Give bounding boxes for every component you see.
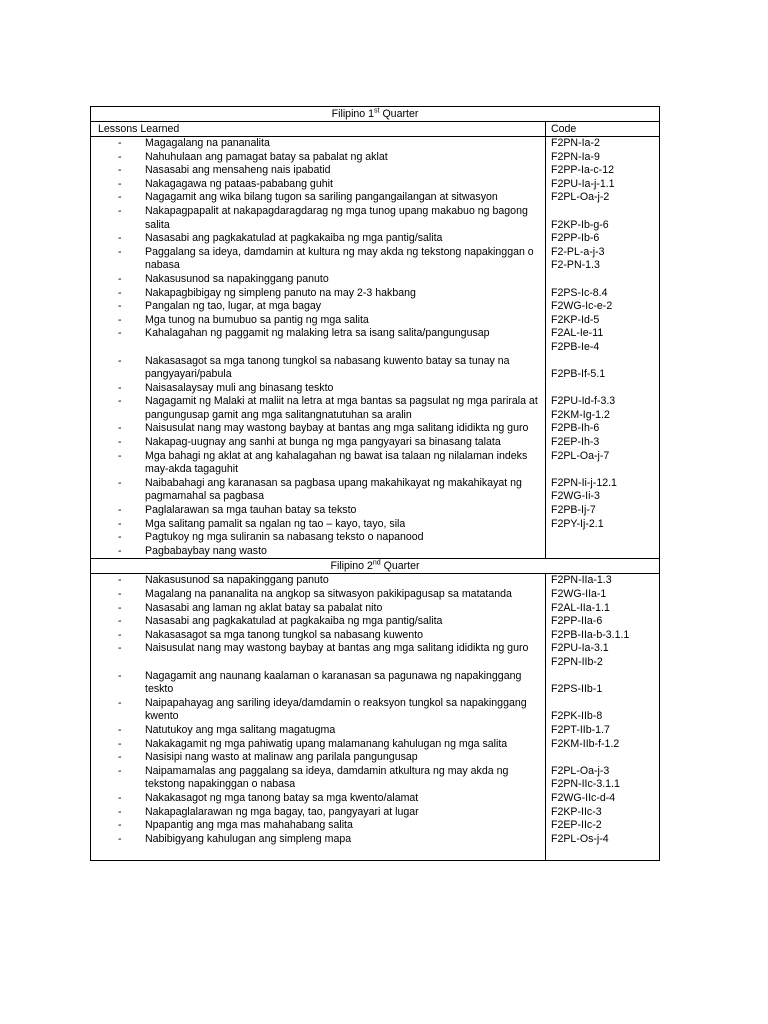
code-value: F2KM-Ig-1.2 bbox=[551, 408, 610, 421]
bullet-dash: - bbox=[118, 723, 122, 736]
code-cell bbox=[546, 670, 659, 697]
code-cell bbox=[546, 697, 659, 724]
code-value: F2PU-Id-f-3.3 bbox=[551, 395, 616, 408]
bullet-dash: - bbox=[118, 805, 122, 818]
code-value: F2PP-IIa-6 bbox=[551, 615, 603, 628]
lesson-text: Naisusulat nang may wastong baybay at bantas ang mga salitang ididikta ng guro bbox=[145, 422, 529, 435]
curriculum-table bbox=[90, 106, 660, 861]
lesson-text: Mga bahagi ng aklat at ang kahalagahan ng bawat isa talaan ng nilalaman indeks may-akda tagaguhit bbox=[145, 449, 528, 476]
table-row bbox=[91, 504, 659, 518]
code-value: F2WG-IIc-d-4 bbox=[551, 791, 616, 804]
bullet-dash: - bbox=[118, 327, 122, 340]
q1-title: Filipino 1st Quarter bbox=[91, 107, 659, 122]
bullet-dash: - bbox=[118, 436, 122, 449]
table-row bbox=[91, 765, 659, 792]
code-value: F2PB-Ih-6 bbox=[551, 422, 600, 435]
table-row bbox=[91, 436, 659, 450]
lesson-cell bbox=[91, 151, 546, 165]
lesson-cell bbox=[91, 246, 546, 273]
code-cell bbox=[546, 477, 659, 504]
bullet-dash: - bbox=[118, 300, 122, 313]
code-cell bbox=[546, 436, 659, 450]
bullet-dash: - bbox=[118, 642, 122, 655]
lesson-text: Mga tunog na bumubuo sa pantig ng mga salita bbox=[145, 313, 369, 326]
lesson-cell bbox=[91, 615, 546, 629]
table-row bbox=[91, 477, 659, 504]
lesson-cell bbox=[91, 300, 546, 314]
table-row bbox=[91, 615, 659, 629]
lesson-text: Nahuhulaan ang pamagat batay sa pabalat ng aklat bbox=[145, 150, 388, 163]
table-row bbox=[91, 191, 659, 205]
table-bottom-pad bbox=[91, 846, 659, 860]
bullet-dash: - bbox=[118, 204, 122, 217]
lesson-text: Natutukoy ang mga salitang magatugma bbox=[145, 723, 336, 736]
code-cell bbox=[546, 355, 659, 382]
code-value: F2PK-IIb-8 bbox=[551, 710, 603, 723]
bullet-dash: - bbox=[118, 313, 122, 326]
lesson-cell bbox=[91, 436, 546, 450]
lesson-text: Naisasalaysay muli ang binasang teskto bbox=[145, 381, 334, 394]
table-row bbox=[91, 300, 659, 314]
lesson-cell bbox=[91, 545, 546, 559]
table-row bbox=[91, 724, 659, 738]
lesson-text: Nasasabi ang pagkakatulad at pagkakaiba ng mga pantig/salita bbox=[145, 615, 443, 628]
code-cell bbox=[546, 422, 659, 436]
table-row bbox=[91, 792, 659, 806]
code-cell bbox=[546, 178, 659, 192]
lesson-cell bbox=[91, 504, 546, 518]
table-row bbox=[91, 697, 659, 724]
table-row bbox=[91, 642, 659, 669]
code-value: F2PL-Oa-j-2 bbox=[551, 191, 610, 204]
code-cell bbox=[546, 602, 659, 616]
lesson-cell bbox=[91, 382, 546, 396]
code-cell bbox=[546, 232, 659, 246]
bullet-dash: - bbox=[118, 449, 122, 462]
code-value: F2PB-Ie-4 bbox=[551, 340, 600, 353]
bullet-dash: - bbox=[118, 245, 122, 258]
table-row bbox=[91, 819, 659, 833]
lesson-cell bbox=[91, 792, 546, 806]
code-cell bbox=[546, 137, 659, 151]
code-value: F2PU-Ia-3.1 bbox=[551, 642, 609, 655]
q2-title: Filipino 2nd Quarter bbox=[91, 558, 659, 574]
bullet-dash: - bbox=[118, 517, 122, 530]
q2-rows bbox=[91, 574, 659, 846]
lesson-cell bbox=[91, 327, 546, 354]
table-row bbox=[91, 531, 659, 545]
code-cell bbox=[546, 738, 659, 752]
lesson-text: Nakasasagot sa mga tanong tungkol sa nabasang kuwento batay sa tunay na pangyayari/pabula bbox=[145, 354, 510, 381]
code-value: F2PL-Oa-j-3 bbox=[551, 764, 610, 777]
table-row bbox=[91, 246, 659, 273]
code-cell bbox=[546, 792, 659, 806]
lesson-cell bbox=[91, 806, 546, 820]
code-cell bbox=[546, 314, 659, 328]
lesson-cell bbox=[91, 137, 546, 151]
table-row bbox=[91, 833, 659, 847]
lesson-text: Nakakagamit ng mga pahiwatig upang malamanang kahulugan ng mga salita bbox=[145, 737, 508, 750]
bullet-dash: - bbox=[118, 819, 122, 832]
bullet-dash: - bbox=[118, 791, 122, 804]
table-row bbox=[91, 545, 659, 559]
bullet-dash: - bbox=[118, 150, 122, 163]
code-value: F2PB-IIa-b-3.1.1 bbox=[551, 628, 630, 641]
table-header bbox=[91, 122, 659, 137]
bullet-dash: - bbox=[118, 751, 122, 764]
lesson-text: Kahalagahan ng paggamit ng malaking letra sa isang salita/pangungusap bbox=[145, 327, 490, 340]
lesson-text: Nasisipi nang wasto at malinaw ang parilala pangungusap bbox=[145, 751, 418, 764]
code-value: F2PP-Ib-6 bbox=[551, 232, 600, 245]
table-row bbox=[91, 629, 659, 643]
code-cell bbox=[546, 246, 659, 273]
table-row bbox=[91, 164, 659, 178]
bullet-dash: - bbox=[118, 588, 122, 600]
code-value: F2PN-IIc-3.1.1 bbox=[551, 778, 620, 791]
lesson-text: Nasasabi ang pagkakatulad at pagkakaiba ng mga pantig/salita bbox=[145, 232, 443, 245]
bullet-dash: - bbox=[118, 232, 122, 245]
bullet-dash: - bbox=[118, 395, 122, 408]
code-value: F2WG-IIa-1 bbox=[551, 588, 607, 600]
table-row bbox=[91, 273, 659, 287]
code-cell bbox=[546, 205, 659, 232]
lessons-header: Lessons Learned bbox=[91, 122, 546, 136]
lesson-cell bbox=[91, 833, 546, 847]
bullet-dash: - bbox=[118, 601, 122, 614]
code-cell bbox=[546, 395, 659, 422]
code-value: F2PN-IIb-2 bbox=[551, 655, 603, 668]
lesson-cell bbox=[91, 205, 546, 232]
bullet-dash: - bbox=[118, 531, 122, 544]
code-header: Code bbox=[551, 123, 577, 135]
lesson-text: Naisusulat nang may wastong baybay at bantas ang mga salitang ididikta ng guro bbox=[145, 642, 529, 655]
code-cell bbox=[546, 518, 659, 532]
code-cell bbox=[546, 504, 659, 518]
code-cell bbox=[546, 545, 659, 559]
code-cell bbox=[546, 819, 659, 833]
lesson-cell bbox=[91, 232, 546, 246]
code-cell bbox=[546, 751, 659, 765]
code-cell bbox=[546, 300, 659, 314]
bullet-dash: - bbox=[118, 354, 122, 367]
lesson-text: Pagtukoy ng mga suliranin sa nabasang teksto o napanood bbox=[145, 531, 424, 544]
bullet-dash: - bbox=[118, 574, 122, 587]
code-cell bbox=[546, 724, 659, 738]
table-row bbox=[91, 602, 659, 616]
lesson-cell bbox=[91, 450, 546, 477]
lesson-cell bbox=[91, 738, 546, 752]
lesson-cell bbox=[91, 531, 546, 545]
q1-rows bbox=[91, 137, 659, 558]
code-value: F2AL-IIa-1.1 bbox=[551, 601, 610, 614]
table-row bbox=[91, 382, 659, 396]
lesson-cell bbox=[91, 518, 546, 532]
code-value: F2PN-Ia-2 bbox=[551, 137, 600, 149]
table-row bbox=[91, 327, 659, 354]
lesson-text: Nakasasagot sa mga tanong tungkol sa nabasang kuwento bbox=[145, 628, 423, 641]
code-cell bbox=[546, 833, 659, 847]
lesson-cell bbox=[91, 765, 546, 792]
code-value: F2KM-IIb-f-1.2 bbox=[551, 737, 620, 750]
table-row bbox=[91, 232, 659, 246]
bullet-dash: - bbox=[118, 272, 122, 285]
bullet-dash: - bbox=[118, 544, 122, 557]
table-row bbox=[91, 178, 659, 192]
code-value: F2PN-IIa-1.3 bbox=[551, 574, 612, 587]
lesson-text: Npapantig ang mga mas mahahabang salita bbox=[145, 819, 353, 832]
code-cell bbox=[546, 765, 659, 792]
code-cell bbox=[546, 287, 659, 301]
code-cell bbox=[546, 191, 659, 205]
code-cell bbox=[546, 327, 659, 354]
lesson-cell bbox=[91, 287, 546, 301]
code-cell bbox=[546, 151, 659, 165]
table-row bbox=[91, 751, 659, 765]
bullet-dash: - bbox=[118, 137, 122, 149]
lesson-text: Nagagamit ng Malaki at maliit na letra at mga bantas sa pagsulat ng mga parirala at pangungusap gamit ang mga salitangnatutuhan sa aralin bbox=[145, 395, 538, 421]
lesson-text: Nakapagpapalit at nakapagdaragdarag ng mga tunog upang makabuo ng bagong salita bbox=[145, 204, 528, 231]
table-row bbox=[91, 738, 659, 752]
lesson-text: Magagalang na pananalita bbox=[145, 137, 270, 149]
code-value: F2PT-IIb-1.7 bbox=[551, 723, 610, 736]
lesson-text: Magalang na pananalita na angkop sa sitwasyon pakikipagusap sa matatanda bbox=[145, 588, 512, 600]
bullet-dash: - bbox=[118, 476, 122, 489]
code-cell bbox=[546, 382, 659, 396]
code-cell bbox=[546, 164, 659, 178]
lesson-text: Nakapaglalarawan ng mga bagay, tao, pangyayari at lugar bbox=[145, 805, 419, 818]
bullet-dash: - bbox=[118, 764, 122, 777]
code-value: F2PS-Ic-8.4 bbox=[551, 286, 608, 299]
table-row bbox=[91, 151, 659, 165]
code-value: F2PB-If-5.1 bbox=[551, 368, 606, 381]
lesson-cell bbox=[91, 670, 546, 697]
code-value: F2PP-Ia-c-12 bbox=[551, 164, 614, 177]
lesson-text: Naibabahagi ang karanasan sa pagbasa upang makahikayat ng makahikayat ng pagmamahal sa pagbasa bbox=[145, 476, 522, 503]
bullet-dash: - bbox=[118, 177, 122, 190]
table-row bbox=[91, 205, 659, 232]
table-row bbox=[91, 355, 659, 382]
table-row bbox=[91, 422, 659, 436]
lesson-cell bbox=[91, 574, 546, 588]
lesson-text: Pangalan ng tao, lugar, at mga bagay bbox=[145, 300, 322, 313]
lesson-text: Paggalang sa ideya, damdamin at kultura ng may akda ng tekstong napakinggan o nabasa bbox=[145, 245, 534, 272]
lesson-text: Nakagagawa ng pataas-pababang guhit bbox=[145, 177, 333, 190]
lesson-cell bbox=[91, 355, 546, 382]
code-value: F2EP-Ih-3 bbox=[551, 436, 600, 449]
lesson-cell bbox=[91, 395, 546, 422]
bullet-dash: - bbox=[118, 628, 122, 641]
code-value: F2PU-Ia-j-1.1 bbox=[551, 177, 615, 190]
table-row bbox=[91, 287, 659, 301]
lesson-text: Nakasusunod sa napakinggang panuto bbox=[145, 574, 329, 587]
lesson-text: Mga salitang pamalit sa ngalan ng tao – kayo, tayo, sila bbox=[145, 517, 406, 530]
lesson-text: Nasasabi ang mensaheng nais ipabatid bbox=[145, 164, 331, 177]
table-row bbox=[91, 395, 659, 422]
table-row bbox=[91, 588, 659, 602]
code-cell bbox=[546, 574, 659, 588]
lesson-text: Nakapag-uugnay ang sanhi at bunga ng mga pangyayari sa binasang talata bbox=[145, 436, 501, 449]
code-value: F2-PL-a-j-3 bbox=[551, 245, 605, 258]
bullet-dash: - bbox=[118, 669, 122, 682]
lesson-cell bbox=[91, 602, 546, 616]
table-row bbox=[91, 574, 659, 588]
code-cell bbox=[546, 806, 659, 820]
lesson-cell bbox=[91, 642, 546, 669]
bullet-dash: - bbox=[118, 164, 122, 177]
code-value: F2EP-IIc-2 bbox=[551, 819, 602, 832]
table-row bbox=[91, 450, 659, 477]
lesson-text: Nagagamit ang naunang kaalaman o karanasan sa pagunawa ng napakinggang teskto bbox=[145, 669, 522, 696]
lesson-cell bbox=[91, 422, 546, 436]
bullet-dash: - bbox=[118, 381, 122, 394]
lesson-text: Pagbabaybay nang wasto bbox=[145, 544, 267, 557]
lesson-cell bbox=[91, 751, 546, 765]
bullet-dash: - bbox=[118, 832, 122, 845]
code-value: F2PB-Ij-7 bbox=[551, 504, 596, 517]
lesson-text: Naipamamalas ang paggalang sa ideya, damdamin atkultura ng may akda ng tekstong napakinggan o nabasa bbox=[145, 764, 509, 791]
lesson-cell bbox=[91, 697, 546, 724]
table-row bbox=[91, 806, 659, 820]
code-value: F2WG-Ic-e-2 bbox=[551, 300, 613, 313]
code-cell bbox=[546, 531, 659, 545]
table-row bbox=[91, 670, 659, 697]
lesson-text: Nakakasagot ng mga tanong batay sa mga kwento/alamat bbox=[145, 791, 419, 804]
code-value: F2PS-IIb-1 bbox=[551, 683, 603, 696]
lesson-text: Nakapagbibigay ng simpleng panuto na may 2-3 hakbang bbox=[145, 286, 416, 299]
code-value: F2PN-Ii-j-12.1 bbox=[551, 476, 617, 489]
lesson-cell bbox=[91, 273, 546, 287]
code-value: F2-PN-1.3 bbox=[551, 259, 600, 272]
code-value: F2WG-Ii-3 bbox=[551, 490, 600, 503]
lesson-text: Nagagamit ang wika bilang tugon sa sariling pangangailangan at sitwasyon bbox=[145, 191, 498, 204]
code-value: F2PN-Ia-9 bbox=[551, 150, 600, 163]
lesson-cell bbox=[91, 629, 546, 643]
table-row bbox=[91, 314, 659, 328]
code-cell bbox=[546, 450, 659, 477]
lesson-cell bbox=[91, 191, 546, 205]
lesson-text: Naipapahayag ang sariling ideya/damdamin o reaksyon tungkol sa napakinggang kwento bbox=[145, 696, 527, 723]
table-row bbox=[91, 518, 659, 532]
bullet-dash: - bbox=[118, 696, 122, 709]
code-cell bbox=[546, 615, 659, 629]
code-cell bbox=[546, 273, 659, 287]
code-value: F2PL-Os-j-4 bbox=[551, 832, 609, 845]
code-cell bbox=[546, 629, 659, 643]
code-value: F2KP-Ib-g-6 bbox=[551, 218, 609, 231]
lesson-cell bbox=[91, 477, 546, 504]
table-row bbox=[91, 137, 659, 151]
code-value: F2KP-Id-5 bbox=[551, 313, 600, 326]
bullet-dash: - bbox=[118, 504, 122, 517]
code-cell bbox=[546, 588, 659, 602]
lesson-text: Paglalarawan sa mga tauhan batay sa teksto bbox=[145, 504, 357, 517]
code-cell bbox=[546, 642, 659, 669]
lesson-text: Nakasusunod sa napakinggang panuto bbox=[145, 272, 329, 285]
lesson-text: Nabibigyang kahulugan ang simpleng mapa bbox=[145, 832, 352, 845]
lesson-cell bbox=[91, 178, 546, 192]
lesson-cell bbox=[91, 724, 546, 738]
lesson-cell bbox=[91, 314, 546, 328]
bullet-dash: - bbox=[118, 737, 122, 750]
lesson-text: Nasasabi ang laman ng aklat batay sa pabalat nito bbox=[145, 601, 383, 614]
lesson-cell bbox=[91, 588, 546, 602]
bullet-dash: - bbox=[118, 422, 122, 435]
bullet-dash: - bbox=[118, 191, 122, 204]
code-value: F2PY-Ij-2.1 bbox=[551, 517, 604, 530]
code-value: F2KP-IIc-3 bbox=[551, 805, 602, 818]
lesson-cell bbox=[91, 164, 546, 178]
code-value: F2PL-Oa-j-7 bbox=[551, 449, 610, 462]
lesson-cell bbox=[91, 819, 546, 833]
bullet-dash: - bbox=[118, 615, 122, 628]
bullet-dash: - bbox=[118, 286, 122, 299]
code-value: F2AL-Ie-11 bbox=[551, 327, 604, 340]
